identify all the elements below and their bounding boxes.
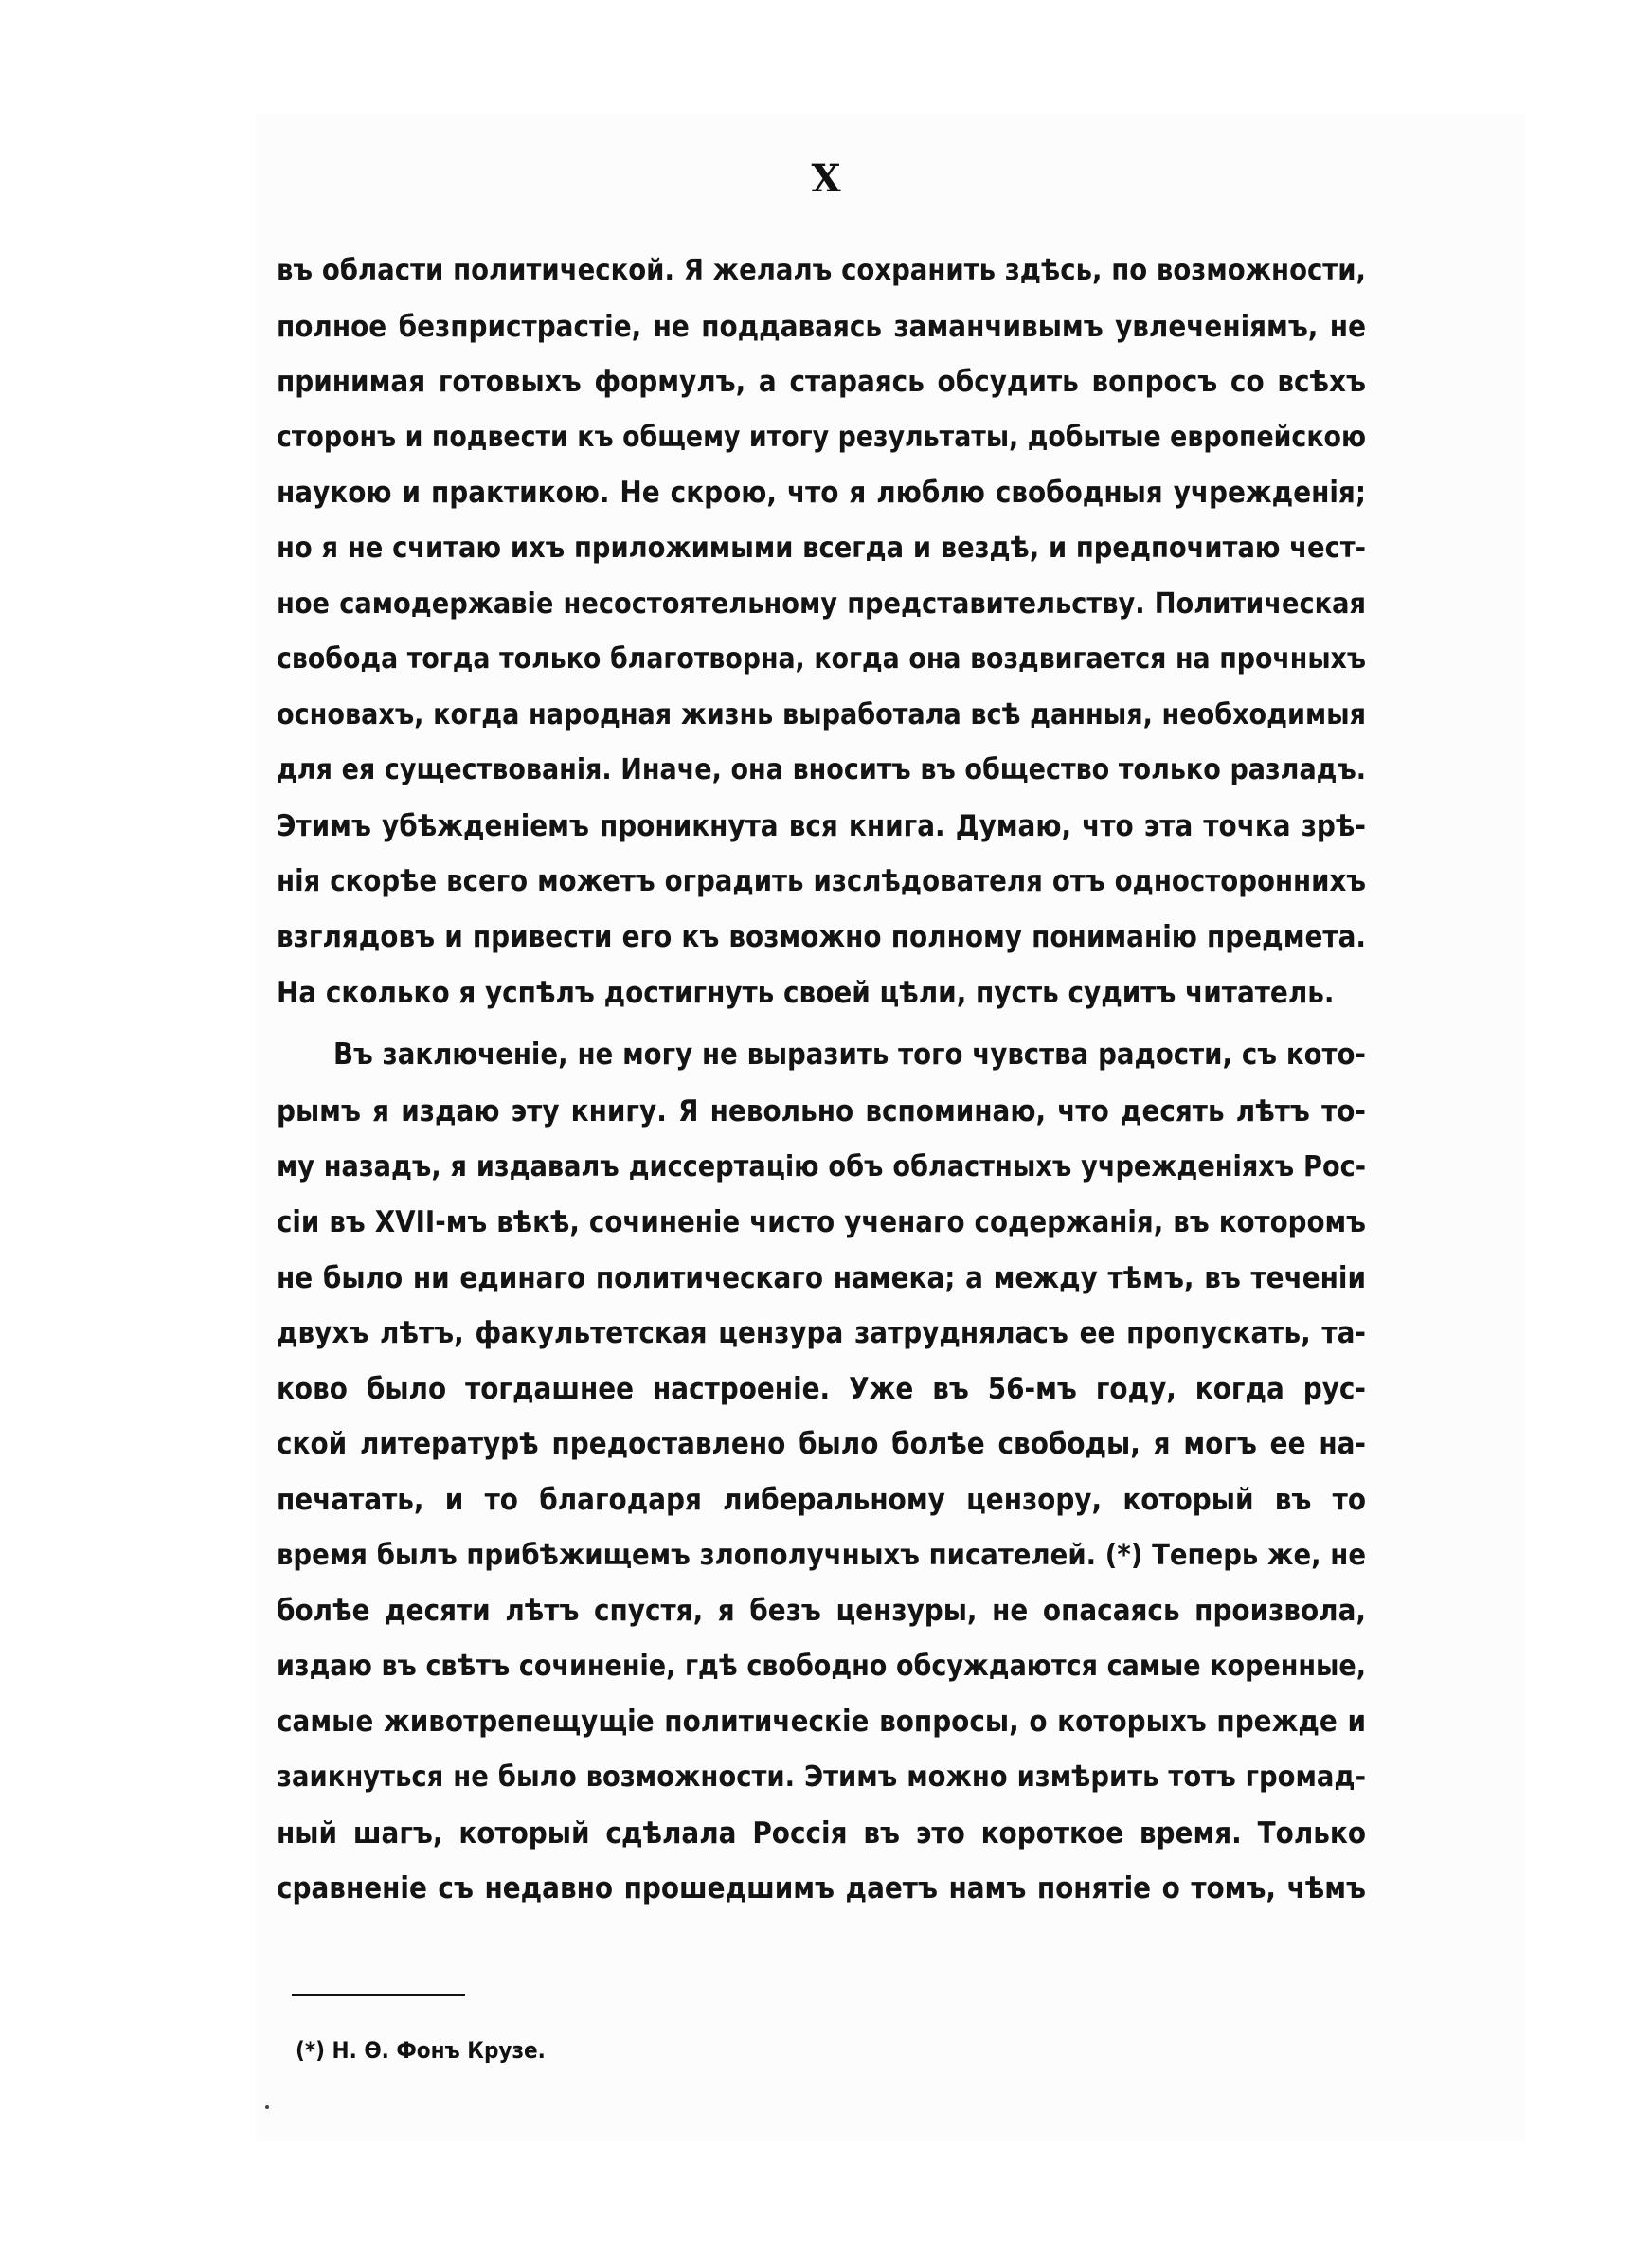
text-line: Въ заключеніе, не могу не выразить того чувства радости, съ кото- — [333, 1038, 1366, 1073]
paragraph-gap — [277, 1020, 1366, 1028]
paragraph-1 — [277, 244, 1366, 1020]
page-number: X — [811, 156, 841, 201]
text-line: рымъ я издаю эту книгу. Я невольно вспоминаю, что десять лѣтъ то- — [277, 1093, 1366, 1128]
text-line: основахъ, когда народная жизнь выработала всѣ данныя, необходимыя — [277, 697, 1366, 731]
footnote: (*) Н. Ѳ. Фонъ Крузе. — [296, 2037, 546, 2064]
text-line: нія скорѣе всего можетъ оградить изслѣдователя отъ одностороннихъ — [277, 864, 1366, 898]
text-line: взглядовъ и привести его къ возможно полному пониманію предмета. — [277, 920, 1366, 955]
text-line: Этимъ убѣжденіемъ проникнута вся книга. Думаю, что эта точка зрѣ- — [277, 808, 1366, 843]
text-line: сравненіе съ недавно прошедшимъ даетъ намъ понятіе о томъ, чѣмъ — [277, 1871, 1366, 1906]
text-line: сіи въ XVII-мъ вѣкѣ, сочиненіе чисто ученаго содержанія, въ которомъ — [277, 1205, 1366, 1240]
text-line: самые животрепещущіе политическіе вопросы, о которыхъ прежде и — [277, 1705, 1366, 1740]
body-text — [277, 244, 1366, 1917]
text-line: время былъ прибѣжищемъ злополучныхъ писателей. (*) Теперь же, не — [277, 1538, 1366, 1572]
text-line: наукою и практикою. Не скрою, что я люблю свободныя учрежденія; — [277, 476, 1366, 511]
text-line: печатать, и то благодаря либеральному цензору, который въ то — [277, 1483, 1366, 1518]
text-line: ный шагъ, который сдѣлала Россія въ это короткое время. Только — [277, 1815, 1366, 1851]
paragraph-2 — [277, 1028, 1366, 1917]
text-line: свобода тогда только благотворна, когда она воздвигается на прочныхъ — [277, 642, 1366, 677]
text-line: сторонъ и подвести къ общему итогу результаты, добытые европейскою — [277, 420, 1366, 454]
scan-speck — [265, 2105, 269, 2109]
text-line: не было ни единаго политическаго намека; а между тѣмъ, въ теченіи — [277, 1260, 1366, 1295]
text-line: заикнуться не было возможности. Этимъ можно измѣрить тотъ громад- — [277, 1760, 1366, 1795]
text-line: принимая готовыхъ формулъ, а стараясь обсудить вопросъ со всѣхъ — [277, 365, 1366, 400]
text-line: ное самодержавіе несостоятельному представительству. Политическая — [277, 587, 1366, 621]
text-line: ково было тогдашнее настроеніе. Уже въ 56-мъ году, когда рус- — [277, 1371, 1366, 1406]
text-line: болѣе десяти лѣтъ спустя, я безъ цензуры, не опасаясь произвола, — [277, 1594, 1366, 1629]
text-line: для ея существованія. Иначе, она вноситъ въ общество только разладъ. — [277, 753, 1366, 787]
text-line: въ области политической. Я желалъ сохранить здѣсь, по возможности, — [277, 254, 1366, 287]
footnote-divider — [292, 1994, 465, 1996]
text-line: издаю въ свѣтъ сочиненіе, гдѣ свободно обсуждаются самые коренные, — [277, 1649, 1366, 1683]
text-line: ской литературѣ предоставлено было болѣе свободы, я могъ ее на- — [277, 1427, 1366, 1462]
text-line: му назадъ, я издавалъ диссертацію объ областныхъ учрежденіяхъ Рос- — [277, 1149, 1366, 1183]
text-line: двухъ лѣтъ, факультетская цензура затрудняласъ ее пропускать, та- — [277, 1316, 1366, 1351]
text-line: но я не считаю ихъ приложимыми всегда и вездѣ, и предпочитаю чест- — [277, 531, 1366, 565]
text-line: На сколько я успѣлъ достигнуть своей цѣли, пусть судитъ читатель. — [277, 975, 1335, 1010]
text-line: полное безпристрастіе, не поддаваясь заманчивымъ увлеченіямъ, не — [277, 309, 1366, 344]
